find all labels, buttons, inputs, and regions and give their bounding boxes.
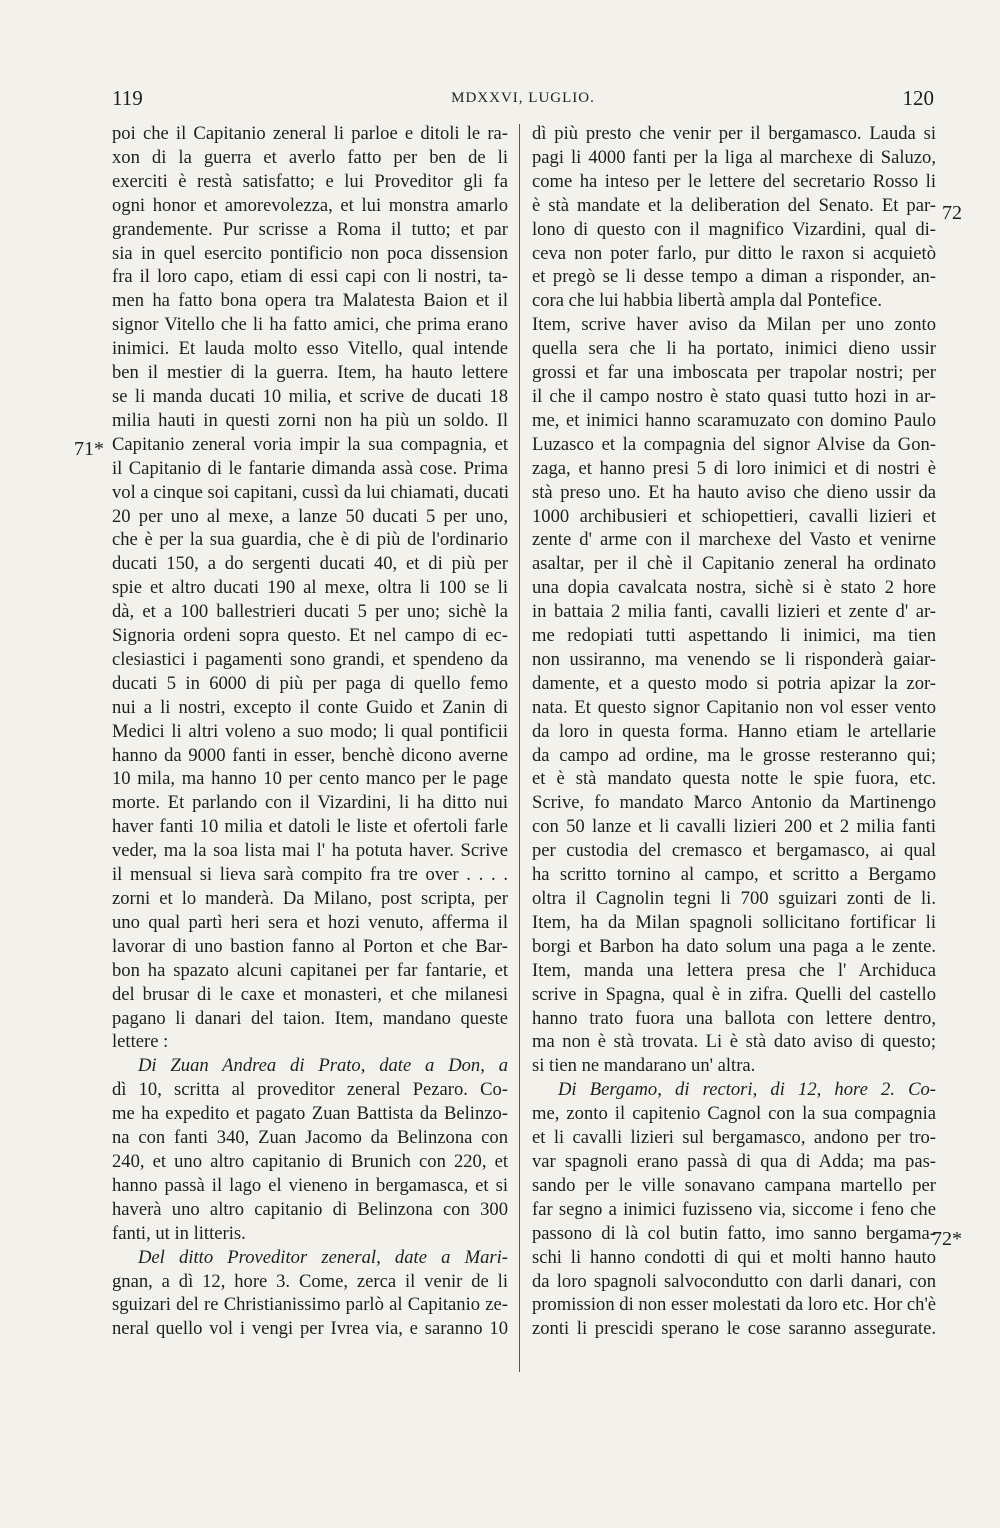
text-line: me redopiati tutti aspettando li inimici, ma tien <box>532 625 936 647</box>
page-number-left: 119 <box>112 86 143 110</box>
text-line: men ha fatto bona opera tra Malatesta Baion et il <box>112 290 508 312</box>
text-line: si tien ne mandarano un' altra. <box>532 1055 756 1077</box>
text-line: zente d' arme con il marchexe del Vasto et venirne <box>532 529 936 551</box>
text-line: se li manda ducati 10 milia, et scrive de ducati 18 <box>112 385 508 407</box>
text-line: poi che il Capitanio zeneral li parloe e ditoli le ra- <box>112 123 508 144</box>
text-line: damente, et a questo modo si potria apizar la zor- <box>532 672 936 694</box>
text-line: Di Bergamo, di rectori, di 12, hore 2. Co- <box>558 1079 936 1101</box>
text-line: pagi li 4000 fanti per la liga al marchexe di Saluzo, <box>532 146 936 168</box>
text-line: sguizari del re Christianissimo parlò al Capitanio ze- <box>112 1294 508 1316</box>
text-line: ceva non poter farlo, pur ditto le raxon si acquietò <box>532 242 936 264</box>
text-line: xon di la guerra et averlo fatto per ben de li <box>112 146 508 168</box>
text-line: clesiastici i pagamenti sono grandi, et spendeno da <box>112 648 508 670</box>
text-line: ogni honor et amorevolezza, et lui monstra amarlo <box>112 194 508 216</box>
text-line: da loro spagnoli salvocondutto con darli danari, con <box>532 1270 936 1292</box>
text-line: Medici li altri voleno a suo modo; li qual pontificii <box>112 720 508 742</box>
page-number-right: 120 <box>902 86 934 110</box>
text-line: veder, ma la soa lista mai l' ha potuta haver. Scrive <box>112 840 508 862</box>
page-header <box>112 86 934 114</box>
text-line: il Capitanio di le fantarie dimanda assà cose. Prima <box>112 457 508 479</box>
text-line: zaga, et hanno presi 5 di loro inimici et di nostri è <box>532 457 936 479</box>
text-line: promission di non esser molestati da loro etc. Hor ch'è <box>532 1294 937 1316</box>
text-line: scrive in Spagna, qual è in zifra. Quelli del castello <box>532 983 936 1005</box>
text-line: Signoria ordeni sopra questo. Et nel campo di ec- <box>112 625 508 647</box>
text-line: ducati 5 in 6000 di più per paga di quello femo <box>112 672 508 694</box>
text-line: Luzasco et la compagnia del signor Alvise da Gon- <box>532 433 936 455</box>
text-line: morte. Et parlando con il Vizardini, li ha ditto nui <box>112 792 508 814</box>
text-line: Capitanio zeneral voria impir la sua compagnia, et <box>112 433 508 455</box>
text-line: Scrive, fo mandato Marco Antonio da Martinengo <box>532 792 936 814</box>
text-line: et pregò se li desse tempo a diman a risponder, an- <box>532 266 936 288</box>
text-line: fra il loro capo, etiam di essi capi con li nostri, ta- <box>112 266 508 288</box>
text-line: var spagnoli erano passà di qua di Adda; ma pas- <box>532 1150 936 1172</box>
text-line: del brusar di le caxe et monasteri, et che milanesi <box>112 983 508 1005</box>
text-line: lono di questo con il magnifico Vizardini, qual di- <box>532 218 936 240</box>
text-line: far segno a inimici fuzisseno via, siccome i feno che <box>532 1198 936 1220</box>
text-line: vol a cinque soi capitani, cussì da lui chiamati, ducati <box>112 481 510 503</box>
margin-note-72-star: 72* <box>932 1228 962 1250</box>
column-divider <box>519 124 520 1372</box>
text-line: Item, ha da Milan spagnoli sollicitano fortificar li <box>532 911 936 933</box>
text-line: dì 10, scritta al proveditor zeneral Pezaro. Co- <box>112 1079 508 1101</box>
text-line: ducati 150, a do sergenti ducati 40, et di più per <box>112 553 508 575</box>
text-line: il che il campo nostro è stato quasi tutto hozi in ar- <box>532 385 936 407</box>
text-line: che è per la sua guardia, che è di più de l'ordinario <box>112 529 508 551</box>
text-line: 1000 archibusieri et schiopettieri, cavalli lizieri et <box>532 505 936 527</box>
margin-note-71: 71* <box>74 438 104 460</box>
text-line: sia in quel esercito pontificio non poca dissension <box>112 242 508 264</box>
text-line: schi li hanno condotti di qui et molti hanno hauto <box>532 1246 936 1268</box>
text-line: sando per le ville sonavano campana martello per <box>532 1174 936 1196</box>
text-line: borgi et Barbon ha dato solum una paga a le zente. <box>532 935 936 957</box>
running-head: MDXXVI, LUGLIO. <box>451 90 595 106</box>
margin-note-72: 72 <box>942 202 962 224</box>
text-line: zorni et lo manderà. Da Milano, post scripta, per <box>112 888 508 909</box>
text-line: gnan, a dì 12, hore 3. Come, zerca il venir de li <box>112 1270 508 1292</box>
text-line: oltra il Cagnolin tegni li 700 sguizari zonti de li. <box>532 888 936 909</box>
text-line: per custodia del cremasco et bergamasco, ai qual <box>532 840 936 862</box>
text-line: ha scritto tornino al campo, et scritto a Bergamo <box>532 864 936 886</box>
text-line: pagano li danari del taion. Item, mandano queste <box>112 1007 508 1029</box>
text-line: haver fanti 10 milia et datoli le liste et ofertoli farle <box>112 816 508 838</box>
text-line: 20 per uno al mexe, a lanze 50 ducati 5 per uno, <box>112 505 508 527</box>
text-line: da campo ad ordine, ma le grosse resteranno qui; <box>532 744 936 766</box>
text-line: ma non è stà trovata. Li è stà dato aviso di questo; <box>532 1031 936 1053</box>
left-column <box>112 122 508 1341</box>
text-line: na con fanti 340, Zuan Jacomo da Belinzona con <box>112 1127 508 1149</box>
text-line: grandemente. Pur scrisse a Roma il tutto; et par <box>112 218 508 240</box>
text-line: nata. Et questo signor Capitanio non vol esser vento <box>532 696 936 718</box>
text-line: exerciti è restà satisfatto; e lui Proveditor gli fa <box>112 170 508 192</box>
text-line: è stà mandate et la deliberation del Senato. Et par- <box>532 194 936 216</box>
text-line: stà preso uno. Et ha hauto aviso che dieno ussir da <box>532 481 936 503</box>
text-line: con 50 lanze et li cavalli lizieri 200 et 2 milia fanti <box>532 816 936 838</box>
right-column <box>532 122 936 1341</box>
text-line: et li cavalli lizieri sul bergamasco, andono per tro- <box>532 1127 936 1149</box>
text-line: bon ha spazato alcuni capitanei per far fantarie, et <box>112 959 508 981</box>
text-line: me ha expedito et pagato Zuan Battista da Belinzo- <box>112 1103 508 1125</box>
text-line: cora che lui habbia libertà ampla dal Pontefice. <box>532 290 883 312</box>
text-line: dì più presto che venir per il bergamasco. Lauda si <box>532 123 936 144</box>
text-line: fanti, ut in litteris. <box>112 1222 246 1244</box>
text-line: uno qual partì heri sera et hozi venuto, afferma il <box>112 911 508 933</box>
text-line: inimici. Et lauda molto esso Vitello, qual intende <box>112 338 508 360</box>
text-line: spie et altro ducati 190 al mexe, oltra li 100 se li <box>112 577 508 599</box>
text-line: zonti li prescidi sperano le cose saranno assegurate. <box>532 1318 936 1340</box>
text-line: una dopia cavalcata nostra, sichè si è stato 2 hore <box>532 577 936 599</box>
text-line: nui a li nostri, excepto il conte Guido et Zanin di <box>112 696 508 718</box>
text-line: non ussiranno, ma venendo se li risponderà gaiar- <box>532 648 936 670</box>
text-line: il mensual si lieva sarà compito fra tre over . . . . <box>112 864 508 886</box>
text-line: da loro in questa forma. Hanno etiam le artellarie <box>532 720 936 742</box>
text-line: haverà uno altro capitanio di Belinzona con 300 <box>112 1198 508 1220</box>
text-line: hanno trato fuora una ballota con lettere dentro, <box>532 1007 936 1029</box>
text-line: ben il mestier di la guerra. Item, ha hauto lettere <box>112 362 508 384</box>
text-line: Item, manda una lettera presa che l' Archiduca <box>532 959 936 981</box>
text-line: neral quello vol i vengi per Ivrea via, e saranno 10 <box>112 1318 508 1340</box>
text-line: Del ditto Proveditor zeneral, date a Mari- <box>138 1246 508 1268</box>
text-line: in battaia 2 milia fanti, cavalli lizieri et zente d' ar- <box>532 601 936 623</box>
text-line: dà, et a 100 ballestrieri ducati 5 per uno; sichè la <box>112 601 508 623</box>
text-line: signor Vitello che li ha fatto amici, che prima erano <box>112 314 508 336</box>
text-line: quella sera che li ha portato, inimici dieno ussir <box>532 338 936 360</box>
text-line: hanno passà il lago el vieneno in bergamasca, et si <box>112 1174 508 1196</box>
text-line: come ha inteso per le lettere del secretario Rosso li <box>532 170 936 192</box>
text-line: lettere : <box>112 1031 169 1053</box>
text-line: 10 mila, ma hanno 10 per cento manco per le page <box>112 768 508 790</box>
text-line: hanno da 9000 fanti in esser, benchè dicono averne <box>112 744 508 766</box>
text-line: et è stà mandato questa notte le spie fuora, etc. <box>532 768 936 790</box>
text-line: Di Zuan Andrea di Prato, date a Don, a <box>138 1055 508 1077</box>
text-line: Item, scrive haver aviso da Milan per uno zonto <box>532 314 936 336</box>
text-line: asaltar, per il chè il Capitanio zeneral ha ordinato <box>532 553 936 575</box>
text-line: grossi et far una imboscata per trapolar nostri; per <box>532 362 936 384</box>
text-line: lavorar di uno bastion fanno al Porton et che Bar- <box>112 935 508 957</box>
text-line: passono di là col butin fatto, imo sanno bergama- <box>532 1222 936 1244</box>
text-line: me, zonto il capitenio Cagnol con la sua compagnia <box>532 1103 936 1125</box>
text-line: milia hauti in questi zorni non ha più un soldo. Il <box>112 409 508 431</box>
text-line: me, et inimici hanno scaramuzato con domino Paulo <box>532 409 936 431</box>
text-line: 240, et uno altro capitanio di Brunich con 220, et <box>112 1150 508 1172</box>
